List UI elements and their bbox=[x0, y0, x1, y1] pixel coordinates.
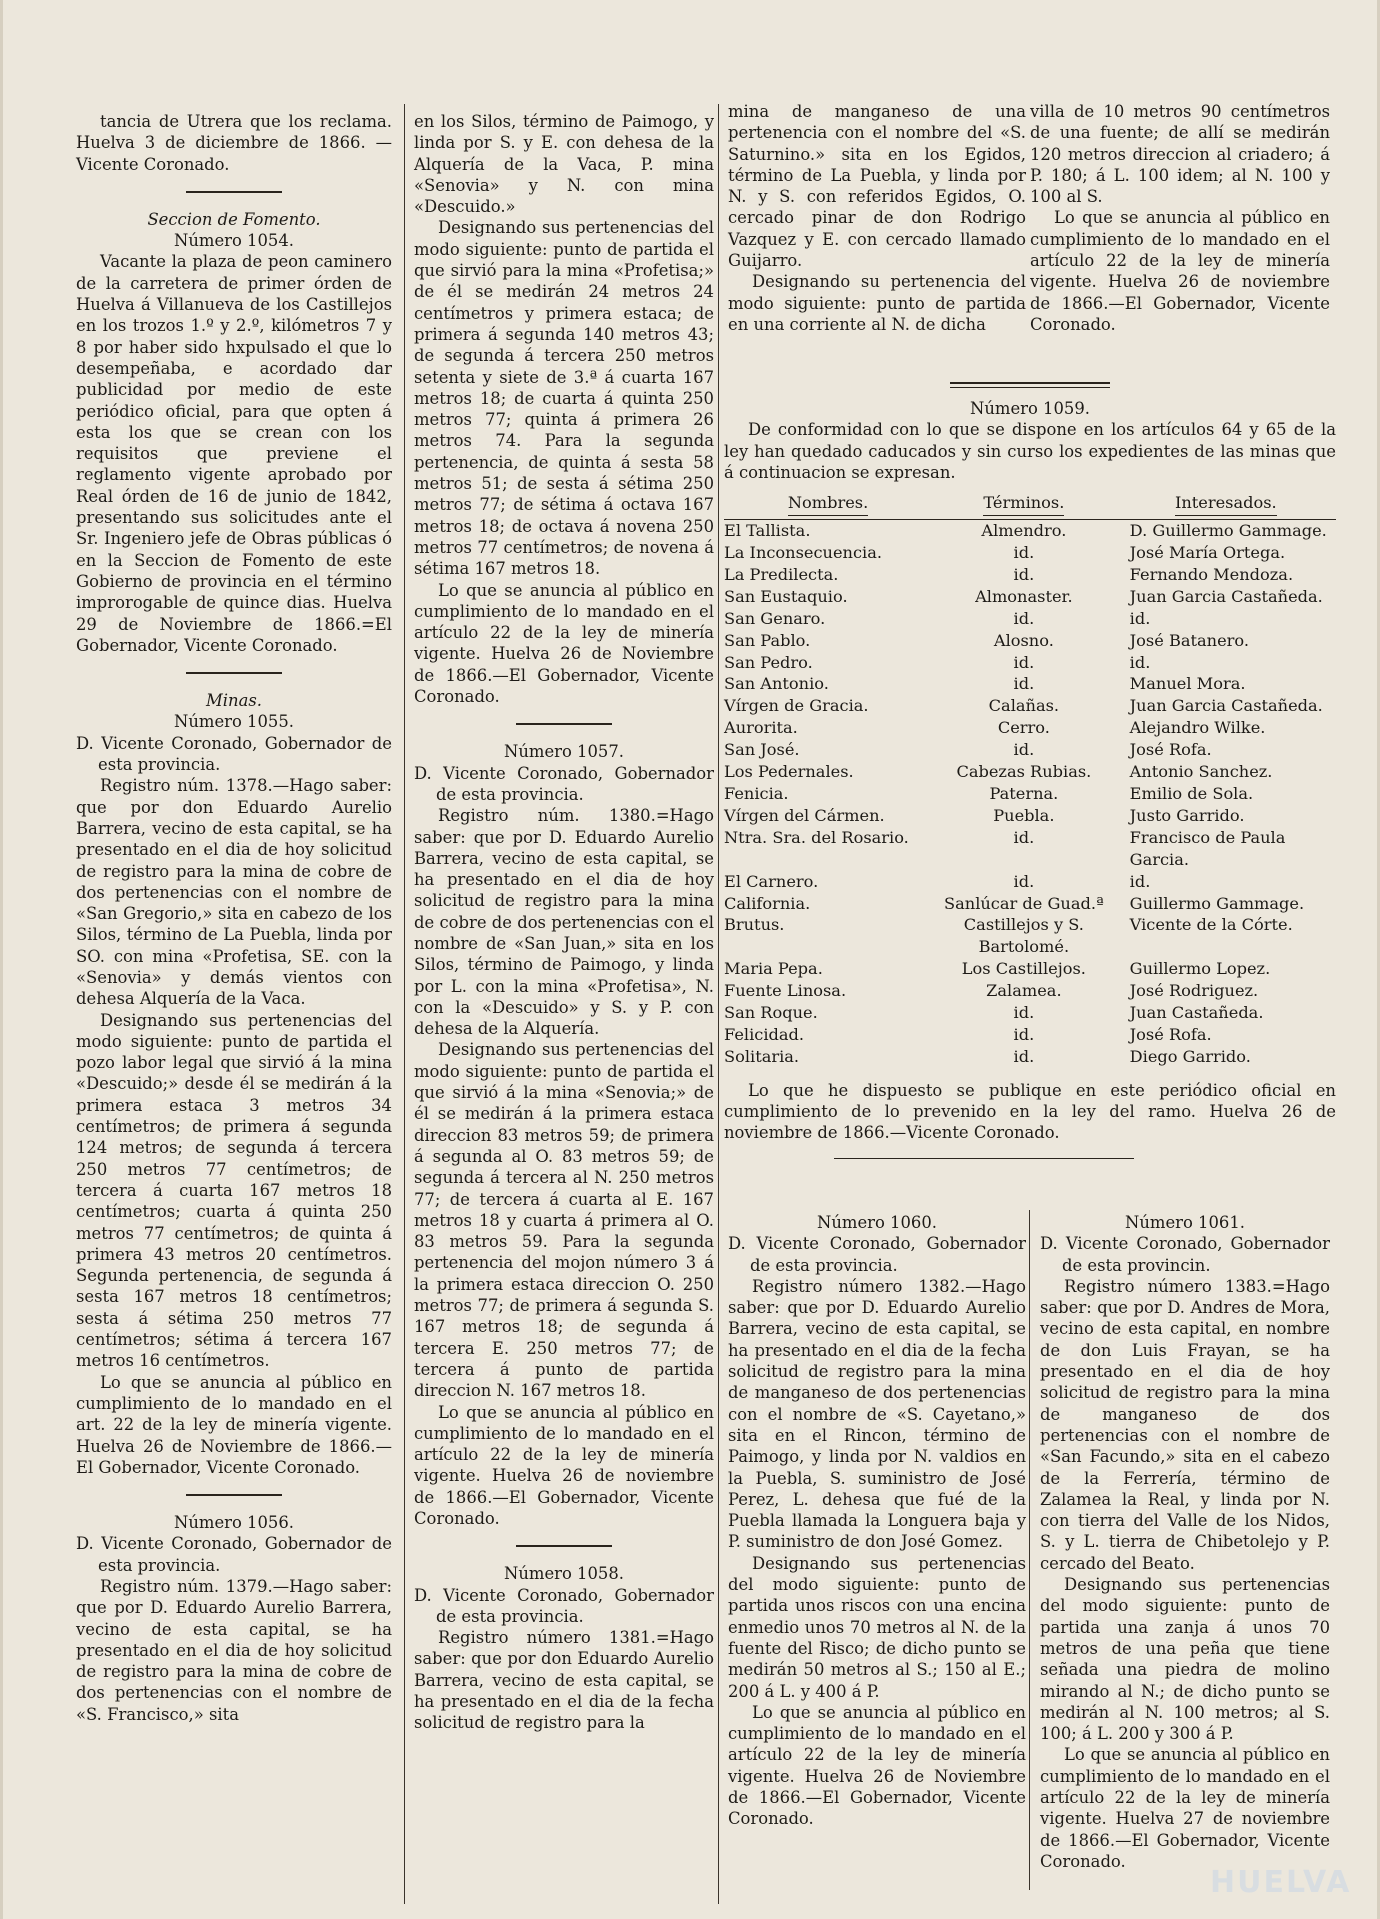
mines-table-header bbox=[724, 491, 1336, 519]
notice-number-1058: Número 1058. bbox=[504, 1564, 624, 1584]
mine-termino: id. bbox=[1013, 871, 1035, 891]
mine-termino: id. bbox=[1013, 543, 1035, 562]
mine-interesado: Fernando Mendoza. bbox=[1129, 564, 1294, 584]
mines-table-body bbox=[724, 520, 1336, 1068]
notice-1060 bbox=[728, 1212, 1026, 1830]
notice-1055-designation: Designando sus pertenencias del modo siguiente: punto de partida el pozo labor legal que sirvió á la mina «Descuido;» desde él se medirán á la primera estaca 3 metros 34 centímetros; de primera á segunda 124 metros; de segunda á tercera 250 metros 77 centímetros; de tercera á cuarta 167 metros 18 centímetros; cuarta á quinta 250 metros 77 centímetros; de quinta á primera 43 metros 20 centímetros. Segunda pertenencia, de segunda á sesta 167 metros 18 centímetros; sesta á sétima 250 metros 77 centímetros; sétima á tercera 167 metros 16 centímetros. bbox=[76, 1010, 392, 1371]
notice-number-1060: Número 1060. bbox=[817, 1213, 937, 1232]
table-row bbox=[724, 739, 1336, 761]
column-3-top bbox=[728, 101, 1026, 335]
notice-number-1057: Número 1057. bbox=[504, 742, 624, 762]
mine-termino: Paterna. bbox=[989, 783, 1059, 803]
notice-1059-closing: Lo que he dispuesto se publique en este periódico oficial en cumplimiento de lo prevenido en la ley del ramo. Huelva 26 de noviembre de 1866.—Vicente Coronado. bbox=[724, 1080, 1336, 1143]
mine-name: Aurorita. bbox=[724, 718, 798, 738]
mine-name: Fuente Linosa. bbox=[724, 981, 847, 1001]
mine-termino: Los Castillejos. bbox=[961, 959, 1086, 979]
notice-number-1056: Número 1056. bbox=[174, 1513, 294, 1533]
notice-1057-governor: D. Vicente Coronado, Gobernador de esta provincia. bbox=[414, 763, 714, 804]
column-separator bbox=[1029, 1210, 1030, 1890]
mine-name: Solitaria. bbox=[724, 1046, 800, 1066]
table-row bbox=[724, 608, 1336, 630]
notice-1055-registro: Registro núm. 1378.—Hago saber: que por don Eduardo Aurelio Barrera, vecino de esta capital, se ha presentado en el dia de hoy solicitud de registro para la mina de cobre de dos pertenencias con el nombre de «San Gregorio,» sita en cabezo de los Silos, término de La Puebla, linda por SO. con mina «Profetisa, SE. con la «Senovia» y demás vientos con dehesa Alquería de la Vaca. bbox=[76, 776, 392, 1009]
library-watermark: HUELVA bbox=[1210, 1865, 1352, 1900]
column-2 bbox=[414, 111, 714, 1734]
mine-interesado: José Batanero. bbox=[1129, 630, 1249, 650]
mine-interesado: id. bbox=[1129, 652, 1151, 672]
table-row bbox=[724, 695, 1336, 717]
mine-interesado: Alejandro Wilke. bbox=[1129, 718, 1266, 738]
notice-1055-closing: Lo que se anuncia al público en cumplimiento de lo mandado en el art. 22 de la ley de minería vigente. Huelva 26 de Noviembre de 1866.—El Gobernador, Vicente Coronado. bbox=[76, 1372, 392, 1477]
notice-1061-closing: Lo que se anuncia al público en cumplimiento de lo mandado en el artículo 22 de la ley de minería vigente. Huelva 27 de noviembre de 1866.—El Gobernador, Vicente Coronado. bbox=[1040, 1745, 1330, 1871]
notice-1061-designation: Designando sus pertenencias del modo siguiente: punto de partida una zanja á unos 70 metros de una peña que tiene señada una piedra de molino mirando al N.; de dicho punto se medirán al N. 100 metros; al S. 100; á L. 200 y 300 á P. bbox=[1040, 1575, 1330, 1744]
table-row bbox=[724, 958, 1336, 980]
mine-name: La Inconsecuencia. bbox=[724, 543, 883, 562]
mine-interesado: D. Guillermo Gammage. bbox=[1129, 521, 1327, 541]
mine-name: El Tallista. bbox=[724, 521, 811, 541]
mine-termino: Almendro. bbox=[981, 521, 1067, 541]
mine-interesado: José María Ortega. bbox=[1129, 543, 1286, 562]
notice-1055-governor: D. Vicente Coronado, Gobernador de esta provincia. bbox=[76, 733, 392, 775]
continued-text: mina de manganeso de una pertenencia con el nombre del «S. Saturnino.» sita en los Egidos, término de La Puebla, y linda por N. y S. con referidos Egidos, O. cercado pinar de don Rodrigo Vazquez y E. con cercado llamado Guijarro. bbox=[728, 102, 1026, 271]
notice-number-1061: Número 1061. bbox=[1125, 1213, 1245, 1232]
mine-name: San Pablo. bbox=[724, 630, 811, 650]
mine-interesado: Juan Garcia Castañeda. bbox=[1129, 696, 1323, 716]
mine-name: Brutus. bbox=[724, 915, 785, 935]
section-heading-minas: Minas. bbox=[206, 691, 262, 711]
notice-1060-registro: Registro número 1382.—Hago saber: que por D. Eduardo Aurelio Barrera, vecino de esta capital, se ha presentado en el dia de la fecha solicitud de registro para la mina de manganeso de dos pertenencias con el nombre de «S. Cayetano,» sita en el Rincon, término de Paimogo, y linda por N. valdios en la Puebla, S. suministro de José Perez, L. dehesa que fué de la Puebla llamada la Longuera baja y P. suministro de don José Gomez. bbox=[728, 1276, 1026, 1552]
mine-termino: Castillejos y S. Bartolomé. bbox=[963, 915, 1084, 957]
mines-table bbox=[724, 491, 1336, 1068]
table-row bbox=[724, 652, 1336, 674]
mine-termino: id. bbox=[1013, 674, 1035, 694]
table-row bbox=[724, 805, 1336, 827]
notice-number-1055: Número 1055. bbox=[174, 712, 294, 732]
section-heading-fomento: Seccion de Fomento. bbox=[147, 209, 321, 229]
continued-text: villa de 10 metros 90 centímetros de una fuente; de allí se medirán 120 metros direccion al criadero; á P. 180; á L. 100 idem; al N. 100 y 100 al S. bbox=[1030, 102, 1330, 207]
continued-designation: Designando sus pertenencias del modo siguiente: punto de partida el que sirvió para la mina «Profetisa;» de él se medirán 24 metros 24 centímetros y primera estaca; de primera á segunda 140 metros 43; de segunda á tercera 250 metros setenta y siete de 3.ª á cuarta 167 metros 18; de cuarta á quinta 250 metros 77; quinta á primera 26 metros 74. Para la segunda pertenencia, de quinta á sesta 58 metros 51; de sesta á sétima 250 metros 77; de sétima á octava 167 metros 18; de octava á novena 250 metros 77 centímetros; de novena á sétima 167 metros 18. bbox=[414, 218, 714, 579]
mine-interesado: Antonio Sanchez. bbox=[1129, 762, 1273, 782]
mine-interesado: Diego Garrido. bbox=[1129, 1046, 1251, 1066]
mine-termino: id. bbox=[1013, 608, 1035, 628]
mine-name: El Carnero. bbox=[724, 871, 819, 891]
mine-interesado: José Rofa. bbox=[1129, 740, 1212, 760]
mine-name: San Genaro. bbox=[724, 608, 826, 628]
divider bbox=[516, 723, 612, 725]
mine-termino: Cerro. bbox=[997, 718, 1050, 738]
notice-1060-governor: D. Vicente Coronado, Gobernador de esta provincia. bbox=[728, 1234, 1026, 1275]
mine-interesado: id. bbox=[1129, 608, 1151, 628]
mine-name: San Antonio. bbox=[724, 674, 829, 694]
table-row bbox=[724, 1024, 1336, 1046]
double-rule bbox=[950, 382, 1110, 388]
mine-interesado: id. bbox=[1129, 871, 1151, 891]
mine-interesado: Guillermo Lopez. bbox=[1129, 959, 1271, 979]
table-row bbox=[724, 980, 1336, 1002]
table-row bbox=[724, 914, 1336, 958]
mine-name: Los Pedernales. bbox=[724, 762, 854, 782]
mine-termino: id. bbox=[1013, 740, 1035, 760]
notice-1057-designation: Designando sus pertenencias del modo siguiente: punto de partida el que sirvió á la mina «Senovia;» de él se medirán á la primera estaca direccion 83 metros 59; de primera á segunda al O. 83 metros 59; de segunda á tercera al N. 250 metros 77; de tercera á cuarta al E. 167 metros 18 y cuarta á primera al O. 83 metros 59. Para la segunda pertenencia del mojon número 3 á la primera estaca direccion O. 250 metros 77; de primera á segunda S. 167 metros 18; de segunda á tercera E. 250 metros 77; de tercera á punto de partida direccion N. 167 metros 18. bbox=[414, 1040, 714, 1401]
table-row bbox=[724, 761, 1336, 783]
mine-termino: Calañas. bbox=[988, 696, 1060, 716]
mine-name: San Pedro. bbox=[724, 652, 813, 672]
notice-1061 bbox=[1040, 1212, 1330, 1872]
table-row bbox=[724, 586, 1336, 608]
table-row bbox=[724, 1046, 1336, 1068]
notice-1057-registro: Registro núm. 1380.=Hago saber: que por D. Eduardo Aurelio Barrera, vecino de esta capital, se ha presentado en el dia de hoy solicitud de registro para la mina de cobre de dos pertenencias con el nombre de «San Juan,» sita en los Silos, término de Paimogo, y linda por L. con la mina «Profetisa», N. con la «Descuido» y S. y P. con dehesa de la Alquería. bbox=[414, 806, 714, 1039]
mine-interesado: Manuel Mora. bbox=[1129, 674, 1246, 694]
notice-number-1054: Número 1054. bbox=[174, 231, 294, 251]
column-1 bbox=[76, 111, 392, 1725]
table-row bbox=[724, 717, 1336, 739]
mine-name: La Predilecta. bbox=[724, 564, 839, 584]
notice-1054-text: Vacante la plaza de peon caminero de la carretera de primer órden de Huelva á Villanueva de los Castillejos en los trozos 1.º y 2.º, kilómetros 7 y 8 por haber sido hxpulsado el que lo desempeñaba, e acordado dar publicidad por medio de este periódico oficial, para que opten á esta los que se crean con los requisitos que previene el reglamento vigente aprobado por Real órden de 16 de junio de 1842, presentando sus solicitudes ante el Sr. Ingeniero jefe de Obras públicas ó en la Seccion de Fomento de este Gobierno de provincia en el término improrogable de quince dias. Huelva 29 de Noviembre de 1866.=El Gobernador, Vicente Coronado. bbox=[76, 252, 392, 655]
continued-closing: Lo que se anuncia al público en cumplimiento de lo mandado en el artículo 22 de la ley de minería vigente. Huelva 26 de Noviembre de 1866.—El Gobernador, Vicente Coronado. bbox=[414, 580, 714, 707]
mine-termino: id. bbox=[1013, 652, 1035, 672]
table-row bbox=[724, 542, 1336, 564]
continued-designation: Designando su pertenencia del modo siguiente: punto de partida en una corriente al N. de dicha bbox=[728, 272, 1026, 334]
mine-name: San José. bbox=[724, 740, 800, 760]
mine-interesado: Juan Castañeda. bbox=[1129, 1003, 1264, 1023]
notice-1059 bbox=[724, 372, 1336, 1165]
table-row bbox=[724, 564, 1336, 586]
divider bbox=[834, 1158, 1134, 1159]
column-4-top bbox=[1030, 101, 1330, 335]
notice-1056-governor: D. Vicente Coronado, Gobernador de esta provincia. bbox=[76, 1534, 392, 1575]
mine-name: Fenicia. bbox=[724, 783, 789, 803]
mine-interesado: José Rodriguez. bbox=[1129, 981, 1259, 1001]
continued-text: tancia de Utrera que los reclama. Huelva 3 de diciembre de 1866. —Vicente Coronado. bbox=[76, 112, 392, 174]
mine-termino: Alosno. bbox=[993, 630, 1054, 650]
mine-interesado: Vicente de la Córte. bbox=[1129, 915, 1293, 935]
notice-1057-closing: Lo que se anuncia al público en cumplimiento de lo mandado en el artículo 22 de la ley de minería vigente. Huelva 26 de noviembre de 1866.—El Gobernador, Vicente Coronado. bbox=[414, 1402, 714, 1528]
mine-interesado: Emilio de Sola. bbox=[1129, 783, 1254, 803]
mine-name: Maria Pepa. bbox=[724, 959, 823, 979]
notice-1059-intro: De conformidad con lo que se dispone en los artículos 64 y 65 de la ley han quedado caducados y sin curso los expedientes de las minas que á continuacion se expresan. bbox=[724, 420, 1336, 482]
notice-1058-governor: D. Vicente Coronado, Gobernador de esta provincia. bbox=[414, 1585, 714, 1626]
notice-1060-designation: Designando sus pertenencias del modo siguiente: punto de partida unos riscos con una encina enmedio unos 70 metros al N. de la fuente del Risco; de dicho punto se medirán 50 metros al S.; 150 al E.; 200 á L. y 400 á P. bbox=[728, 1553, 1026, 1701]
mine-interesado: Francisco de Paula Garcia. bbox=[1129, 827, 1286, 869]
table-row bbox=[724, 630, 1336, 652]
divider bbox=[186, 191, 282, 193]
table-row bbox=[724, 827, 1336, 871]
divider bbox=[186, 672, 282, 674]
divider bbox=[186, 1494, 282, 1496]
mine-name: Ntra. Sra. del Rosario. bbox=[724, 827, 909, 847]
column-separator bbox=[404, 104, 405, 1904]
notice-1061-registro: Registro número 1383.=Hago saber: que por D. Andres de Mora, vecino de esta capital, en nombre de don Luis Frayan, se ha presentado en el dia de hoy solicitud de registro para la mina de manganeso de dos pertenencias con el nombre de «San Facundo,» sita en el cabezo de la Ferrería, término de Zalamea la Real, y linda por N. con tierra del Valle de los Nidos, S. y L. tierra de Chibetolejo y P. cercado del Beato. bbox=[1040, 1276, 1330, 1573]
mine-termino: Almonaster. bbox=[975, 586, 1073, 606]
notice-1058-registro: Registro número 1381.=Hago saber: que por don Eduardo Aurelio Barrera, vecino de esta capital, se ha presentado en el dia de la fecha solicitud de registro para la bbox=[414, 1628, 714, 1733]
mine-termino: id. bbox=[1013, 564, 1035, 584]
column-header-interesados: Interesados. bbox=[1116, 491, 1336, 519]
mine-interesado: Justo Garrido. bbox=[1129, 805, 1245, 825]
notice-1060-closing: Lo que se anuncia al público en cumplimiento de lo mandado en el artículo 22 de la ley de minería vigente. Huelva 26 de Noviembre de 1866.—El Gobernador, Vicente Coronado. bbox=[728, 1702, 1026, 1829]
notice-number-1059: Número 1059. bbox=[970, 399, 1090, 418]
mine-name: Felicidad. bbox=[724, 1024, 805, 1044]
column-header-nombres: Nombres. bbox=[724, 491, 932, 519]
mine-termino: id. bbox=[1013, 827, 1035, 847]
table-row bbox=[724, 893, 1336, 915]
notice-1061-governor: D. Vicente Coronado, Gobernador de esta provincin. bbox=[1040, 1234, 1330, 1275]
mine-termino: Sanlúcar de Guad.ª bbox=[944, 893, 1104, 913]
column-header-terminos: Términos. bbox=[932, 491, 1116, 519]
continued-text: en los Silos, término de Paimogo, y linda por S. y E. con dehesa de la Alquería de la Vaca, P. mina «Senovia» y N. con mina «Descuido.» bbox=[414, 112, 714, 217]
table-row bbox=[724, 673, 1336, 695]
mine-termino: Puebla. bbox=[993, 805, 1055, 825]
mine-termino: id. bbox=[1013, 1003, 1035, 1023]
page-edge-left bbox=[0, 0, 3, 1919]
mine-name: Vírgen de Gracia. bbox=[724, 696, 869, 716]
table-row bbox=[724, 871, 1336, 893]
mine-name: San Eustaquio. bbox=[724, 586, 848, 606]
column-separator bbox=[718, 104, 719, 1904]
mine-name: California. bbox=[724, 893, 811, 913]
mine-termino: id. bbox=[1013, 1024, 1035, 1044]
mine-termino: id. bbox=[1013, 1046, 1035, 1066]
table-row bbox=[724, 520, 1336, 542]
notice-1056-registro: Registro núm. 1379.—Hago saber: que por D. Eduardo Aurelio Barrera, vecino de esta capital, se ha presentado en el dia de hoy solicitud de registro para la mina de cobre de dos pertenencias con el nombre de «S. Francisco,» sita bbox=[76, 1577, 392, 1724]
divider bbox=[516, 1545, 612, 1547]
mine-interesado: Juan Garcia Castañeda. bbox=[1129, 586, 1323, 606]
mine-interesado: Guillermo Gammage. bbox=[1129, 893, 1305, 913]
mine-termino: Zalamea. bbox=[986, 981, 1062, 1001]
mine-interesado: José Rofa. bbox=[1129, 1024, 1212, 1044]
table-row bbox=[724, 783, 1336, 805]
table-row bbox=[724, 1002, 1336, 1024]
mine-name: San Roque. bbox=[724, 1003, 818, 1023]
continued-closing: Lo que se anuncia al público en cumplimiento de lo mandado en el artículo 22 de la ley de minería vigente. Huelva 26 de noviembre de 1866.—El Gobernador, Vicente Coronado. bbox=[1030, 208, 1330, 334]
mine-name: Vírgen del Cármen. bbox=[724, 805, 885, 825]
mine-termino: Cabezas Rubias. bbox=[956, 762, 1092, 782]
